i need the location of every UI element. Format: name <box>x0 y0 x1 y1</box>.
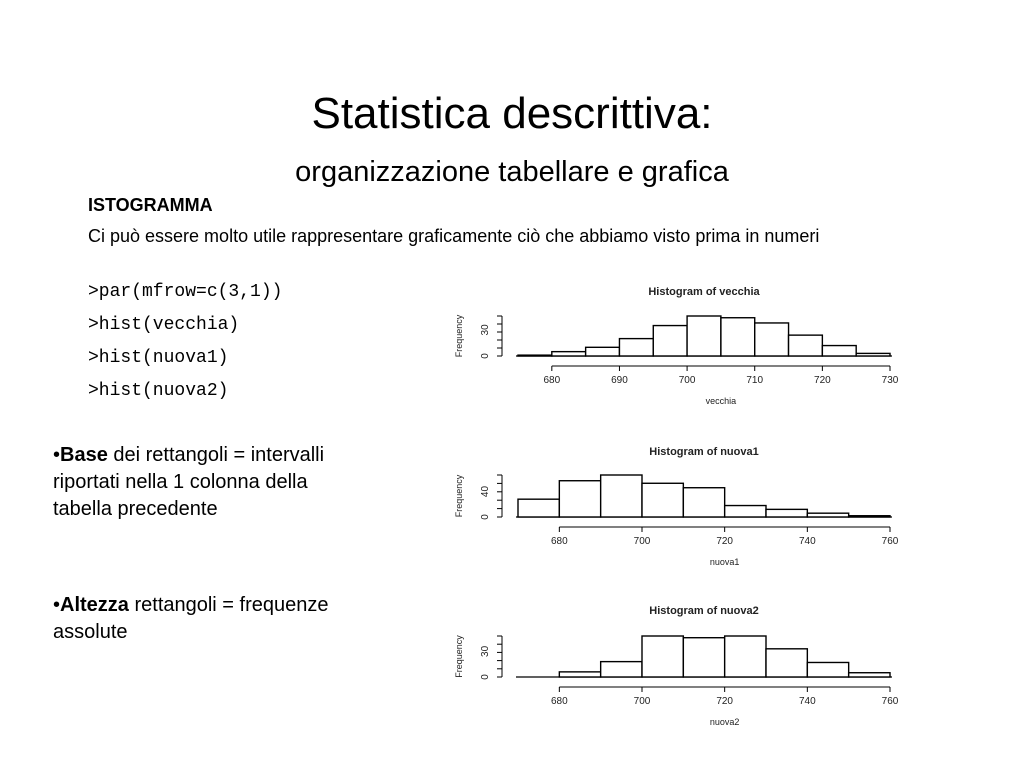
y-axis-label: Frequency <box>454 314 464 358</box>
x-tick-label: 700 <box>633 536 651 547</box>
histogram-bar <box>721 318 755 356</box>
histogram-bar <box>601 662 642 677</box>
y-tick-label: 0 <box>480 674 491 680</box>
histogram-bar <box>849 673 890 677</box>
chart-title: Histogram of vecchia <box>648 286 760 298</box>
histogram-bar <box>766 509 807 517</box>
chart-title: Histogram of nuova1 <box>649 446 759 458</box>
histogram-bar <box>683 488 724 517</box>
x-tick-label: 680 <box>550 696 568 707</box>
x-tick-label: 680 <box>543 375 561 386</box>
x-tick-label: 680 <box>550 536 568 547</box>
bullet-altezza <box>53 592 353 646</box>
x-tick-label: 690 <box>611 375 628 386</box>
x-tick-label: 740 <box>798 536 816 547</box>
x-tick-label: 710 <box>746 375 764 386</box>
bullet-text: rettangoli = frequenze assolute <box>53 594 329 643</box>
histogram-bar <box>849 516 890 517</box>
y-tick-label: 0 <box>480 353 491 359</box>
bullet-marker: • <box>53 594 61 616</box>
y-tick-label: 0 <box>480 514 491 520</box>
histogram-nuova2 <box>440 597 920 735</box>
histogram-bar <box>789 335 823 356</box>
histogram-bar <box>766 649 807 677</box>
histogram-bar <box>755 323 789 356</box>
slide-title: Statistica descrittiva: <box>311 89 713 138</box>
bullet-text: dei rettangoli = intervalli riportati nella 1 colonna della tabella precedente <box>53 444 325 520</box>
x-tick-label: 700 <box>633 696 651 707</box>
histogram-bar <box>552 352 586 356</box>
section-heading: ISTOGRAMMA <box>88 195 213 215</box>
histogram-vecchia <box>440 278 920 416</box>
bullet-marker: • <box>53 444 61 466</box>
x-tick-label: 740 <box>798 696 816 707</box>
histogram-nuova1 <box>440 438 920 576</box>
histogram-bar <box>559 672 600 677</box>
y-tick-label: 30 <box>480 645 491 657</box>
y-tick-label: 40 <box>480 485 491 498</box>
bullet-bold-term: Altezza <box>60 594 129 616</box>
y-axis-label: Frequency <box>454 474 464 518</box>
x-tick-label: 730 <box>881 375 899 386</box>
bullet-bold-term: Base <box>60 444 108 466</box>
histogram-bar <box>642 483 683 517</box>
histogram-bar <box>687 316 721 356</box>
histogram-bar <box>725 636 766 677</box>
x-axis-label: nuova1 <box>709 557 740 567</box>
histogram-bar <box>807 662 848 677</box>
x-tick-label: 720 <box>716 696 734 707</box>
histogram-bar <box>807 513 848 517</box>
y-tick-label: 30 <box>480 324 491 336</box>
histogram-bar <box>518 355 552 356</box>
intro-text: Ci può essere molto utile rappresentare graficamente ciò che abbiamo visto prima in numeri <box>88 226 820 246</box>
histogram-bar <box>653 326 687 356</box>
histogram-bar <box>586 347 620 356</box>
x-tick-label: 760 <box>881 536 899 547</box>
x-tick-label: 720 <box>814 375 831 386</box>
slide-subtitle: organizzazione tabellare e grafica <box>295 156 729 188</box>
histogram-bar <box>683 638 724 677</box>
histogram-bar <box>642 636 683 677</box>
x-tick-label: 700 <box>678 375 696 386</box>
code-line: >hist(nuova1) <box>88 348 229 368</box>
x-tick-label: 760 <box>881 696 899 707</box>
histogram-bar <box>725 506 766 517</box>
histogram-bar <box>601 475 642 517</box>
histogram-bar <box>619 339 653 356</box>
x-tick-label: 720 <box>716 536 734 547</box>
code-line: >par(mfrow=c(3,1)) <box>88 282 283 302</box>
histogram-bar <box>559 481 600 517</box>
y-axis-label: Frequency <box>454 635 464 678</box>
x-axis-label: nuova2 <box>709 717 740 727</box>
code-line: >hist(nuova2) <box>88 381 229 401</box>
chart-title: Histogram of nuova2 <box>649 605 759 617</box>
bullet-base <box>53 442 353 523</box>
x-axis-label: vecchia <box>705 396 737 406</box>
code-line: >hist(vecchia) <box>88 315 240 335</box>
histogram-bar <box>518 499 559 517</box>
histogram-bar <box>822 346 856 356</box>
histogram-bar <box>856 353 890 356</box>
